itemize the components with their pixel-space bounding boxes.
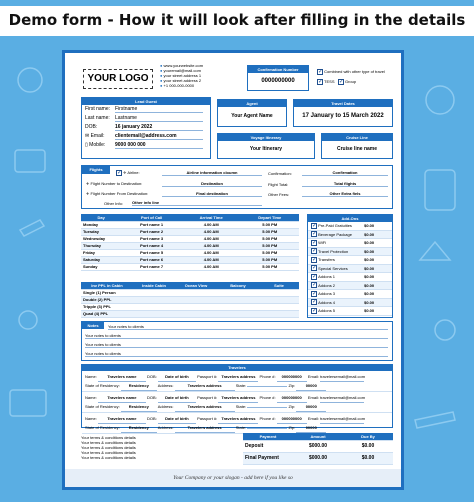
traveler-field-label: Name: — [85, 374, 97, 379]
amount-column-header: Amount — [293, 433, 343, 440]
page-title: Demo form - How it will look after filling in the details — [0, 6, 474, 36]
depart-cell[interactable]: 5.00 PM — [240, 235, 299, 242]
addon-label: Addons 2 — [318, 282, 336, 288]
group-checkbox[interactable]: ✓ — [338, 79, 344, 85]
traveler-field-label: Phone #: — [259, 374, 276, 379]
depart-cell[interactable]: 5.00 PM — [240, 242, 299, 249]
lead-guest-header: Lead Guest — [82, 98, 210, 105]
cabin-cell[interactable] — [133, 296, 175, 303]
table-row — [81, 242, 299, 249]
due-column-header: Due By — [343, 433, 393, 440]
other-info-field[interactable]: Other info line — [132, 200, 262, 206]
addon-checkbox[interactable]: ✓ — [312, 290, 318, 297]
last-name-field[interactable]: Lastname — [115, 115, 203, 122]
depart-column-header: Depart Time — [240, 214, 299, 221]
addon-checkbox[interactable]: ✓ — [312, 231, 318, 238]
arrival-cell[interactable]: 4.00 AM — [182, 235, 241, 242]
traveler-field-value[interactable]: Residency — [121, 381, 157, 391]
address2-text: your street address 2 — [163, 78, 202, 83]
cabin-occupancy-cell: Quad (4) PPL — [81, 310, 133, 317]
addon-checkbox[interactable]: ✓ — [312, 248, 318, 255]
agent-value[interactable]: Your Agent Name — [231, 113, 273, 119]
other-info-label: Other Info: — [104, 201, 123, 206]
mobile-label: Mobile: — [89, 142, 106, 148]
addon-label: Addons 4 — [318, 299, 336, 305]
traveler-field-value[interactable]: Residency — [121, 402, 157, 412]
addons-header: Add-Ons — [308, 215, 392, 222]
cabin-cell[interactable] — [133, 303, 175, 310]
traveler-field-value[interactable]: travelersemail@mail.com — [320, 372, 364, 382]
first-name-label: First name: — [85, 106, 111, 112]
addon-row — [308, 273, 392, 282]
table-row — [81, 296, 299, 303]
dob-field[interactable]: 16 january 2022 — [115, 124, 203, 131]
terms-line: Your terms & conditions details — [81, 455, 136, 460]
addon-price[interactable]: $0.00 — [364, 231, 375, 237]
addon-label: Addons 3 — [318, 291, 336, 296]
traveler-field-value[interactable]: 00000 — [296, 423, 326, 433]
cabin-table-header — [81, 282, 299, 289]
traveler-field-label: Passport #: — [197, 416, 218, 421]
email-icon: ✉ — [85, 133, 90, 139]
addon-price[interactable]: $0.00 — [364, 248, 375, 254]
confirmation-flight-field[interactable]: Confirmation — [302, 170, 388, 176]
addon-checkbox[interactable]: ✓ — [312, 256, 318, 263]
traveler-entry — [82, 371, 392, 392]
traveler-field-label: Passport #: — [197, 374, 218, 379]
terms-line: Your terms & conditions details — [81, 435, 136, 440]
traveler-field-label: Email: — [307, 374, 319, 379]
traveler-field-label: State: — [235, 383, 247, 388]
addon-label: Beverage Package — [318, 231, 352, 237]
traveler-field-label: DOB: — [147, 374, 157, 379]
addon-price[interactable]: $0.00 — [364, 240, 375, 245]
traveler-field-value[interactable]: Travelers address — [218, 372, 258, 382]
traveler-field-value[interactable]: Travelers address — [218, 414, 258, 424]
traveler-field-label: Name: — [85, 416, 97, 421]
traveler-field-label: Name: — [85, 395, 97, 400]
departure-plane-icon: ✈ — [86, 181, 90, 186]
cabin-cell[interactable] — [175, 310, 217, 317]
flights-checkbox[interactable]: ✓ — [117, 170, 123, 176]
combined-checkbox[interactable]: ✓ — [318, 69, 324, 75]
travel-dates-header: Travel Dates — [294, 100, 392, 107]
arrival-cell[interactable]: 4.00 AM — [182, 249, 241, 256]
addon-price[interactable]: $0.00 — [364, 308, 375, 313]
traveler-field-value[interactable]: 00000 — [296, 381, 326, 391]
table-row — [81, 235, 299, 242]
addon-row — [308, 307, 392, 316]
traveler-field-label: Email: — [307, 416, 319, 421]
return-plane-icon: ✈ — [86, 191, 90, 196]
cruise-line-header: Cruise Line — [322, 134, 392, 141]
table-row — [243, 440, 393, 452]
addon-price[interactable]: $0.00 — [364, 223, 375, 228]
terms-line: Your terms & conditions details — [81, 440, 136, 445]
mobile-field[interactable]: 9000 000 000 — [115, 142, 203, 149]
table-row — [81, 221, 299, 228]
day-cell[interactable]: Tuesday — [81, 228, 121, 235]
addon-price[interactable]: $0.00 — [364, 274, 375, 279]
footer-slogan: Your Company or your slogan - add here if you like so — [65, 469, 401, 487]
cabin-table — [81, 282, 299, 318]
addon-checkbox[interactable]: ✓ — [312, 239, 318, 246]
payment-column-header: Payment — [243, 433, 293, 440]
addon-row — [308, 222, 392, 231]
addon-label: Addons 5 — [318, 308, 336, 313]
travelers-header: Travelers — [82, 365, 392, 371]
terms-line: Your terms & conditions details — [81, 450, 136, 455]
traveler-field-value[interactable]: Date of birth — [158, 393, 196, 403]
traveler-field-value[interactable]: Travelers name — [98, 372, 146, 382]
cabin-occupancy-cell: Single (1) Person — [81, 289, 133, 296]
traveler-field-value[interactable]: 000000000 — [277, 372, 307, 382]
address1-text: your street address 1 — [163, 73, 202, 78]
depart-cell[interactable]: 5.00 PM — [240, 228, 299, 235]
travel-type-options — [317, 69, 385, 85]
first-name-field[interactable]: Firstname — [115, 106, 203, 113]
addon-label: Special Services — [318, 265, 348, 271]
traveler-field-label: State: — [235, 404, 247, 409]
traveler-field-value[interactable] — [247, 386, 287, 387]
addon-checkbox[interactable]: ✓ — [312, 307, 318, 314]
notes-header: Notes — [82, 322, 104, 329]
itinerary-table — [81, 214, 299, 271]
cabin-cell[interactable] — [133, 289, 175, 296]
port-cell[interactable]: Port name 4 — [121, 242, 182, 249]
cabin-cell[interactable] — [259, 303, 299, 310]
day-cell[interactable]: Monday — [81, 221, 121, 228]
traveler-field-value[interactable]: Date of birth — [158, 414, 196, 424]
booking-form — [62, 50, 404, 490]
travelers-section — [81, 364, 393, 428]
combined-label: Combined with other type of travel — [324, 69, 385, 75]
traveler-field-value[interactable] — [247, 428, 287, 429]
agent-box — [217, 99, 287, 127]
last-name-label: Last name: — [85, 115, 110, 121]
traveler-field-value[interactable]: Travelers address — [175, 381, 235, 391]
cabin-cell[interactable] — [259, 310, 299, 317]
cruise-line-value[interactable]: Cruise line name — [336, 146, 377, 152]
traveler-field-value[interactable]: Residency — [121, 423, 157, 433]
table-row — [81, 256, 299, 263]
traveler-field-value[interactable]: 000000000 — [277, 414, 307, 424]
traveler-field-label: DOB: — [147, 416, 157, 421]
depart-cell[interactable]: 5.00 PM — [240, 249, 299, 256]
travel-dates-value[interactable]: 17 January to 15 March 2022 — [302, 113, 384, 119]
traveler-entry — [82, 413, 392, 434]
flight-from-label: Flight Number From Destination: — [90, 191, 149, 196]
depart-cell[interactable]: 5.00 PM — [240, 263, 299, 270]
addon-row — [308, 290, 392, 299]
traveler-field-label: State of Residency: — [85, 404, 120, 409]
travelers-list — [82, 371, 392, 434]
addon-row — [308, 248, 392, 257]
traveler-field-label: Email: — [307, 395, 319, 400]
day-column-header: Day — [81, 214, 121, 221]
inside-column-header: Inside Cabin — [133, 282, 175, 289]
cruise-line-box — [321, 133, 393, 159]
agent-header: Agent — [218, 100, 286, 107]
tess-checkbox[interactable]: ✓ — [318, 79, 324, 85]
traveler-entry — [82, 392, 392, 413]
email-field[interactable]: clientemail@address.com — [115, 133, 203, 140]
notes-section — [81, 321, 393, 361]
note-line[interactable]: Your notes to clients — [85, 333, 388, 339]
note-line[interactable]: Your notes to clients — [85, 342, 388, 348]
depart-cell[interactable]: 5.00 PM — [240, 221, 299, 228]
addon-label: Addons 1 — [318, 274, 336, 279]
arrival-cell[interactable]: 4.00 AM — [182, 256, 241, 263]
addon-checkbox[interactable]: ✓ — [312, 265, 318, 272]
note-line[interactable]: Your notes to clients — [85, 351, 388, 357]
due-cell[interactable]: $0.00 — [343, 452, 393, 464]
cabin-cell[interactable] — [175, 303, 217, 310]
traveler-field-label: Phone #: — [259, 395, 276, 400]
traveler-field-value[interactable]: Travelers address — [175, 402, 235, 412]
addon-checkbox[interactable]: ✓ — [312, 222, 318, 229]
email-label: Email: — [90, 133, 105, 139]
arrival-cell[interactable]: 4.00 AM — [182, 242, 241, 249]
table-row — [81, 303, 299, 310]
traveler-field-value[interactable] — [247, 407, 287, 408]
cabin-cell[interactable] — [259, 289, 299, 296]
balcony-column-header: Balcony — [217, 282, 259, 289]
table-row — [81, 263, 299, 270]
due-cell[interactable]: $0.00 — [343, 440, 393, 452]
table-row — [243, 452, 393, 464]
airline-field[interactable]: Airline information cloumn — [162, 170, 262, 176]
port-cell[interactable]: Port name 2 — [121, 228, 182, 235]
traveler-field-label: Passport #: — [197, 395, 218, 400]
cabin-cell[interactable] — [217, 303, 259, 310]
suite-column-header: Suite — [259, 282, 299, 289]
arrival-cell[interactable]: 4.00 AM — [182, 263, 241, 270]
traveler-field-label: Address: — [157, 383, 174, 388]
cabin-cell[interactable] — [175, 289, 217, 296]
amount-cell[interactable]: $000.00 — [293, 440, 343, 452]
traveler-field-value[interactable]: 00000 — [296, 402, 326, 412]
table-row — [81, 289, 299, 296]
day-cell[interactable]: Sunday — [81, 263, 121, 270]
addon-checkbox[interactable]: ✓ — [312, 282, 318, 289]
itinerary-table-header — [81, 214, 299, 221]
flight-from-field[interactable]: Final destination — [162, 191, 262, 197]
company-logo: YOUR LOGO — [83, 69, 153, 89]
itinerary-value[interactable]: Your Itinerary — [249, 146, 283, 152]
confirmation-value[interactable]: 0000000000 — [261, 78, 295, 84]
email-text: youremail@mail.com — [163, 68, 201, 73]
addon-price[interactable]: $0.00 — [364, 299, 375, 305]
airline-label: Airline: — [127, 170, 140, 176]
flights-header: Flights — [82, 166, 110, 174]
website-text: www.yourwebsite.com — [163, 63, 204, 68]
addon-price[interactable]: $0.00 — [364, 291, 375, 296]
itinerary-header: Voyage Itinerary — [218, 134, 314, 141]
addon-row — [308, 239, 392, 248]
traveler-field-value[interactable]: 000000000 — [277, 393, 307, 403]
tess-label: TESS — [324, 79, 335, 85]
traveler-field-label: Address: — [157, 425, 174, 430]
amount-cell[interactable]: $000.00 — [293, 452, 343, 464]
addon-checkbox[interactable]: ✓ — [312, 273, 318, 280]
cabin-cell[interactable] — [217, 296, 259, 303]
table-row — [81, 228, 299, 235]
addons-list — [308, 222, 392, 316]
traveler-field-label: Phone #: — [259, 416, 276, 421]
port-cell[interactable]: Port name 7 — [121, 263, 182, 270]
addons-section — [307, 214, 393, 318]
arrival-cell[interactable]: 4.00 AM — [182, 228, 241, 235]
addon-row — [308, 282, 392, 291]
arrival-cell[interactable]: 4.00 AM — [182, 221, 241, 228]
traveler-field-label: Zip: — [288, 425, 296, 430]
addon-label: WiFi — [318, 240, 327, 245]
flight-total-label: Flight Total: — [268, 182, 289, 187]
flights-section — [81, 165, 393, 209]
travel-dates-box — [293, 99, 393, 127]
addon-row — [308, 265, 392, 274]
flight-to-field[interactable]: Destination — [162, 181, 262, 187]
terms-line: Your terms & conditions details — [81, 445, 136, 450]
cabin-occupancy-cell: Tripple (3) PPL — [81, 303, 133, 310]
addon-label: Pre-Paid Gratuities — [318, 223, 352, 228]
addon-row — [308, 231, 392, 240]
cabin-cell[interactable] — [259, 296, 299, 303]
lead-guest-section — [81, 97, 211, 159]
port-cell[interactable]: Port name 3 — [121, 235, 182, 242]
other-fees-field[interactable]: Other Extra fiels — [302, 191, 388, 197]
port-cell[interactable]: Port name 1 — [121, 221, 182, 228]
port-column-header: Port of Call — [121, 214, 182, 221]
payment-table — [243, 433, 393, 465]
cabin-cell[interactable] — [217, 310, 259, 317]
day-cell[interactable]: Thursday — [81, 242, 121, 249]
payment-type-cell: Final Payment — [243, 452, 293, 464]
traveler-field-label: State of Residency: — [85, 425, 120, 430]
addon-row — [308, 256, 392, 265]
addon-checkbox[interactable]: ✓ — [312, 299, 318, 306]
ocean-column-header: Ocean View — [175, 282, 217, 289]
day-cell[interactable]: Wednesday — [81, 235, 121, 242]
traveler-field-label: DOB: — [147, 395, 157, 400]
traveler-field-value[interactable]: Travelers address — [218, 393, 258, 403]
addon-price[interactable]: $0.00 — [364, 257, 375, 262]
traveler-field-label: State of Residency: — [85, 383, 120, 388]
payment-type-cell: Deposit — [243, 440, 293, 452]
traveler-field-value[interactable]: Travelers address — [175, 423, 235, 433]
company-contact: ● www.yourwebsite.com ● youremail@mail.com ● your street address 1 ● your street address 2 ● +1 000-000-0000 — [160, 63, 204, 88]
cabin-cell[interactable] — [175, 296, 217, 303]
traveler-field-value[interactable]: Travelers name — [98, 393, 146, 403]
traveler-field-label: Address: — [157, 404, 174, 409]
traveler-field-value[interactable]: travelersemail@mail.com — [320, 393, 364, 403]
traveler-field-label: Zip: — [288, 404, 296, 409]
ppl-column-header: Inv PPL in Cabin — [81, 282, 133, 289]
cabin-occupancy-cell: Double (2) PPL — [81, 296, 133, 303]
cabin-cell[interactable] — [217, 289, 259, 296]
port-cell[interactable]: Port name 5 — [121, 249, 182, 256]
airplane-icon: ✈ — [123, 170, 127, 176]
cabin-cell[interactable] — [133, 310, 175, 317]
port-cell[interactable]: Port name 6 — [121, 256, 182, 263]
traveler-field-value[interactable]: travelersemail@mail.com — [320, 414, 364, 424]
depart-cell[interactable]: 5.00 PM — [240, 256, 299, 263]
terms-section — [81, 435, 231, 460]
traveler-field-label: Zip: — [288, 383, 296, 388]
mobile-icon: ▯ — [85, 142, 88, 148]
addon-row — [308, 299, 392, 308]
addon-label: Travel Protection — [318, 248, 349, 254]
addon-price[interactable]: $0.00 — [364, 265, 375, 271]
arrival-column-header: Arrival Time — [182, 214, 241, 221]
traveler-field-label: State: — [235, 425, 247, 430]
confirmation-number-box — [247, 65, 309, 91]
flight-total-field[interactable]: Total flights — [302, 181, 388, 187]
flight-to-label: Flight Number to Destination: — [90, 181, 143, 186]
confirmation-label: Confirmation Number — [248, 66, 308, 73]
day-cell[interactable]: Friday — [81, 249, 121, 256]
itinerary-box — [217, 133, 315, 159]
note-line[interactable]: Your notes to clients — [108, 324, 388, 330]
day-cell[interactable]: Saturday — [81, 256, 121, 263]
traveler-field-value[interactable]: Date of birth — [158, 372, 196, 382]
confirmation-flight-label: Confirmation: — [268, 171, 292, 176]
addon-label: Transfers — [318, 257, 335, 262]
dob-label: DOB: — [85, 124, 98, 130]
phone-text: +1 000-000-0000 — [163, 83, 195, 88]
other-fees-label: Other Fees: — [268, 192, 290, 197]
group-label: Group — [344, 79, 357, 85]
traveler-field-value[interactable]: Travelers name — [98, 414, 146, 424]
table-row — [81, 249, 299, 256]
payment-table-header — [243, 433, 393, 440]
table-row — [81, 310, 299, 317]
addon-price[interactable]: $0.00 — [364, 282, 375, 288]
